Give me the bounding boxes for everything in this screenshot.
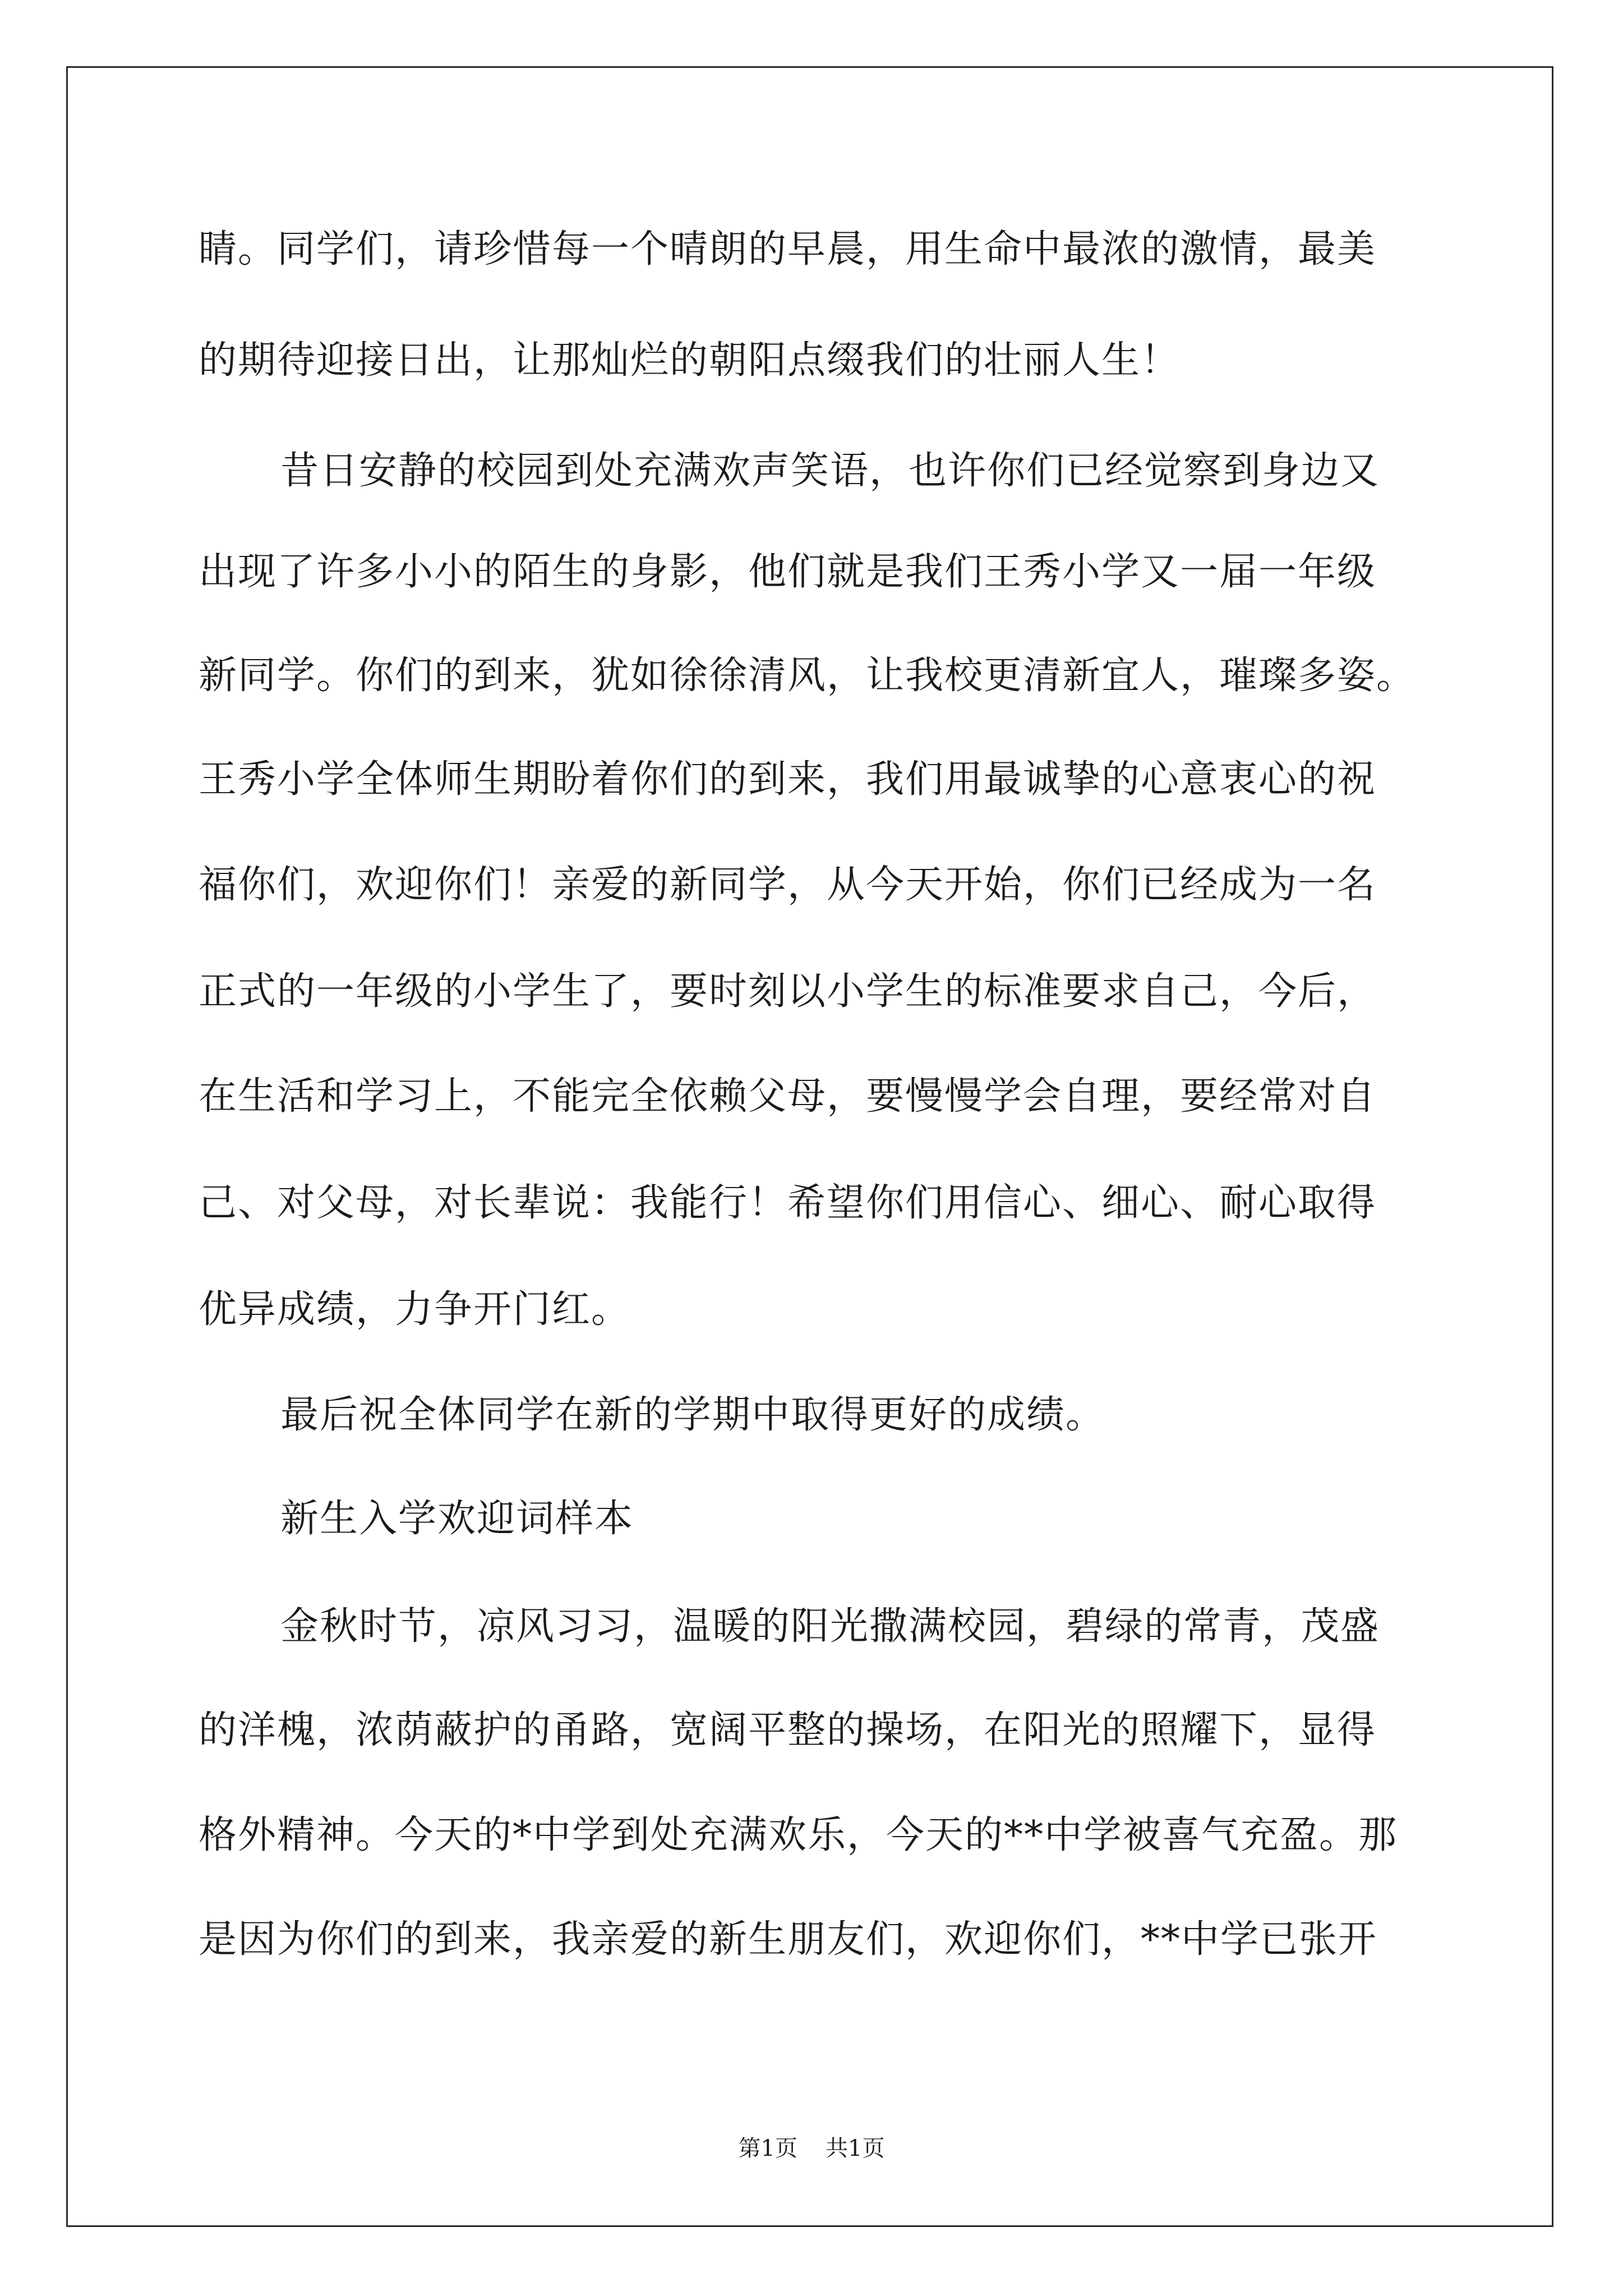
text-line: 格外精神。今天的*中学到处充满欢乐，今天的**中学被喜气充盈。那 — [199, 1813, 1398, 1857]
text-line: 睛。同学们，请珍惜每一个晴朗的早晨，用生命中最浓的激情，最美 — [199, 227, 1377, 272]
text-line: 昔日安静的校园到处充满欢声笑语，也许你们已经觉察到身边又 — [280, 449, 1380, 493]
text-line: 金秋时节，凉风习习，温暖的阳光撒满校园，碧绿的常青，茂盛 — [280, 1604, 1380, 1649]
text-line: 在生活和学习上，不能完全依赖父母，要慢慢学会自理，要经常对自 — [199, 1074, 1377, 1119]
page-frame — [66, 66, 1553, 2227]
text-line: 福你们，欢迎你们！亲爱的新同学，从今天开始，你们已经成为一名 — [199, 863, 1377, 907]
section-heading: 新生入学欢迎词样本 — [280, 1497, 634, 1541]
text-line: 是因为你们的到来，我亲爱的新生朋友们，欢迎你们，**中学已张开 — [199, 1917, 1378, 1962]
text-line: 王秀小学全体师生期盼着你们的到来，我们用最诚挚的心意衷心的祝 — [199, 757, 1377, 802]
text-line: 优异成绩，力争开门红。 — [199, 1287, 631, 1332]
text-line: 己、对父母，对长辈说：我能行！希望你们用信心、细心、耐心取得 — [199, 1181, 1377, 1225]
text-line: 最后祝全体同学在新的学期中取得更好的成绩。 — [280, 1393, 1105, 1437]
page-total: 共1页 — [826, 2136, 885, 2161]
text-line: 的期待迎接日出，让那灿烂的朝阳点缀我们的壮丽人生！ — [199, 338, 1181, 383]
text-line: 的洋槐，浓荫蔽护的甬路，宽阔平整的操场，在阳光的照耀下，显得 — [199, 1708, 1377, 1752]
text-line: 出现了许多小小的陌生的身影，他们就是我们王秀小学又一届一年级 — [199, 550, 1377, 594]
text-line: 正式的一年级的小学生了，要时刻以小学生的标准要求自己，今后， — [199, 969, 1377, 1014]
page-current: 第1页 — [738, 2136, 797, 2161]
page-footer — [0, 2134, 1623, 2162]
text-line: 新同学。你们的到来，犹如徐徐清风，让我校更清新宜人，璀璨多姿。 — [199, 654, 1416, 698]
